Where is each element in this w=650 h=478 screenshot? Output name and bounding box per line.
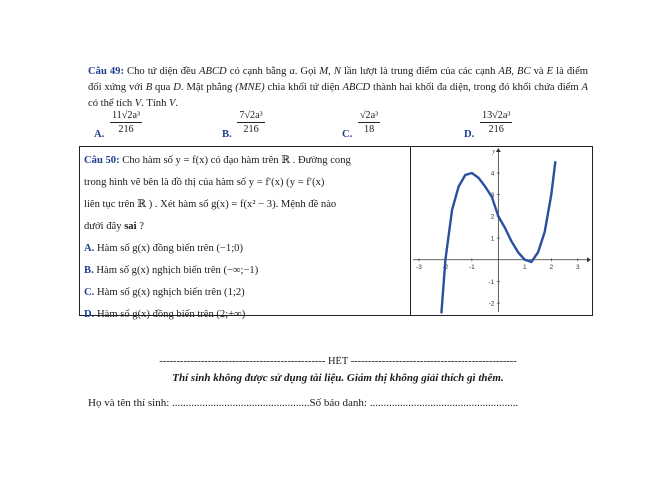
- fraction-numerator: 7√2a³: [239, 110, 263, 121]
- option-b[interactable]: [222, 110, 265, 140]
- x-axis-arrow: [587, 257, 591, 262]
- q50-emphasis: sai: [124, 221, 137, 232]
- option-fraction: [358, 110, 380, 135]
- answer-text: Hàm số g(x) đồng biến trên (2;+∞): [94, 309, 246, 320]
- derivative-graph: [411, 147, 591, 314]
- y-tick-label: 2: [490, 213, 495, 221]
- q49-text: có cạnh bằng: [226, 66, 290, 77]
- option-fraction: [237, 110, 264, 135]
- answer-c[interactable]: [84, 282, 406, 304]
- q49-text: chia khối tứ diện: [264, 82, 343, 93]
- q50-line: liên tục trên ℝ ) . Xét hàm số g(x) = f(x² − 3). Mệnh đề nào: [84, 199, 337, 210]
- candidate-name-field: Họ và tên thí sinh: ..................................................: [88, 397, 310, 409]
- y-tick-label: 3: [490, 192, 495, 200]
- answer-letter: C.: [84, 287, 95, 298]
- y-tick-label: -2: [488, 300, 495, 308]
- y-axis-arrow: [496, 148, 501, 152]
- x-tick-label: -2: [442, 263, 449, 271]
- y-tick-label: -1: [488, 278, 495, 286]
- q49-text: . Gọi: [294, 66, 320, 77]
- q50-text: Cho hàm số y = f(x) có đạo hàm trên ℝ . Đường cong: [119, 155, 351, 166]
- q49-text: là điểm đối xứng với: [88, 66, 589, 93]
- q50-line: [84, 150, 406, 172]
- answer-letter: B.: [84, 265, 94, 276]
- option-letter: B.: [222, 128, 232, 140]
- answer-text: Hàm số g(x) nghịch biến trên (1;2): [94, 287, 245, 298]
- graph-axes: [413, 148, 591, 312]
- q49-math: ABCD: [199, 66, 227, 77]
- q50-text: ?: [136, 221, 144, 232]
- x-tick-label: -1: [468, 263, 475, 271]
- question-49-options: [88, 110, 608, 146]
- option-d[interactable]: [464, 110, 512, 140]
- q49-math: M, N: [319, 66, 341, 77]
- option-letter: C.: [342, 128, 353, 140]
- option-letter: A.: [94, 128, 105, 140]
- q49-math: V: [134, 98, 142, 109]
- q50-text: dưới đây: [84, 221, 125, 232]
- x-tick-label: -3: [416, 263, 422, 271]
- question-49: [88, 64, 588, 112]
- fraction-denominator: 18: [364, 124, 375, 135]
- option-letter: D.: [464, 128, 475, 140]
- q49-text: . Mặt phẳng: [180, 82, 236, 93]
- question-50-label: Câu 50:: [84, 155, 120, 166]
- q49-math: V: [169, 98, 176, 109]
- option-fraction: [110, 110, 142, 135]
- x-tick-label: 2: [549, 263, 554, 271]
- fraction-denominator: 216: [118, 124, 134, 135]
- q49-text: và: [530, 66, 547, 77]
- fraction-numerator: 11√2a³: [111, 110, 141, 121]
- answer-text: Hàm số g(x) nghịch biến trên (−∞;−1): [93, 265, 259, 276]
- q49-text: qua: [152, 82, 174, 93]
- q49-math: D: [173, 82, 181, 93]
- exam-note: Thí sinh không được sử dụng tài liệu. Giám thị không giải thích gì thêm.: [172, 372, 504, 384]
- q49-math: ABCD: [342, 82, 371, 93]
- fraction-denominator: 216: [488, 124, 504, 135]
- option-c[interactable]: [342, 110, 380, 140]
- candidate-info: [88, 397, 588, 409]
- answer-d[interactable]: [84, 304, 406, 326]
- q49-text: Cho tứ diện đều: [124, 66, 200, 77]
- q49-text: thành hai khối đa diện, trong đó khối chứa điểm: [370, 82, 582, 93]
- fraction-denominator: 216: [243, 124, 259, 135]
- answer-text: Hàm số g(x) đồng biến trên (−1;0): [94, 243, 243, 254]
- question-50: [84, 150, 406, 326]
- option-a[interactable]: [94, 110, 142, 140]
- fraction-numerator: 13√2a³: [481, 110, 511, 121]
- q50-line: [84, 216, 406, 238]
- q49-math: B: [145, 82, 153, 93]
- question-49-label: Câu 49:: [88, 66, 124, 77]
- answer-letter: D.: [84, 309, 95, 320]
- y-axis-label: y: [492, 149, 496, 155]
- y-tick-label: 1: [490, 235, 495, 243]
- answer-a[interactable]: [84, 238, 406, 260]
- x-tick-label: 3: [575, 263, 580, 271]
- fraction-numerator: √2a³: [359, 110, 379, 121]
- q49-math: AB, BC: [498, 66, 531, 77]
- q49-math: A: [581, 82, 588, 93]
- q49-math: E: [546, 66, 554, 77]
- q49-text: . Tính: [141, 98, 170, 109]
- x-tick-label: 1: [523, 263, 527, 271]
- option-fraction: [480, 110, 512, 135]
- q49-text: .: [175, 98, 179, 109]
- answer-b[interactable]: [84, 260, 406, 282]
- answer-letter: A.: [84, 243, 95, 254]
- q49-math: (MNE): [235, 82, 265, 93]
- q50-line: trong hình vẽ bên là đồ thị của hàm số y = f′(x) (y = f′(x): [84, 177, 325, 188]
- q49-math: a: [289, 66, 295, 77]
- y-tick-label: 4: [490, 170, 495, 178]
- candidate-number-field: Số báo danh: ......................................................: [309, 397, 519, 409]
- q49-text: lần lượt là trung điểm của các cạnh: [340, 66, 499, 77]
- end-marker: ------------------------------------------------ HẾT ------------------------------------------------: [159, 356, 517, 367]
- q49-text: có thể tích: [88, 98, 135, 109]
